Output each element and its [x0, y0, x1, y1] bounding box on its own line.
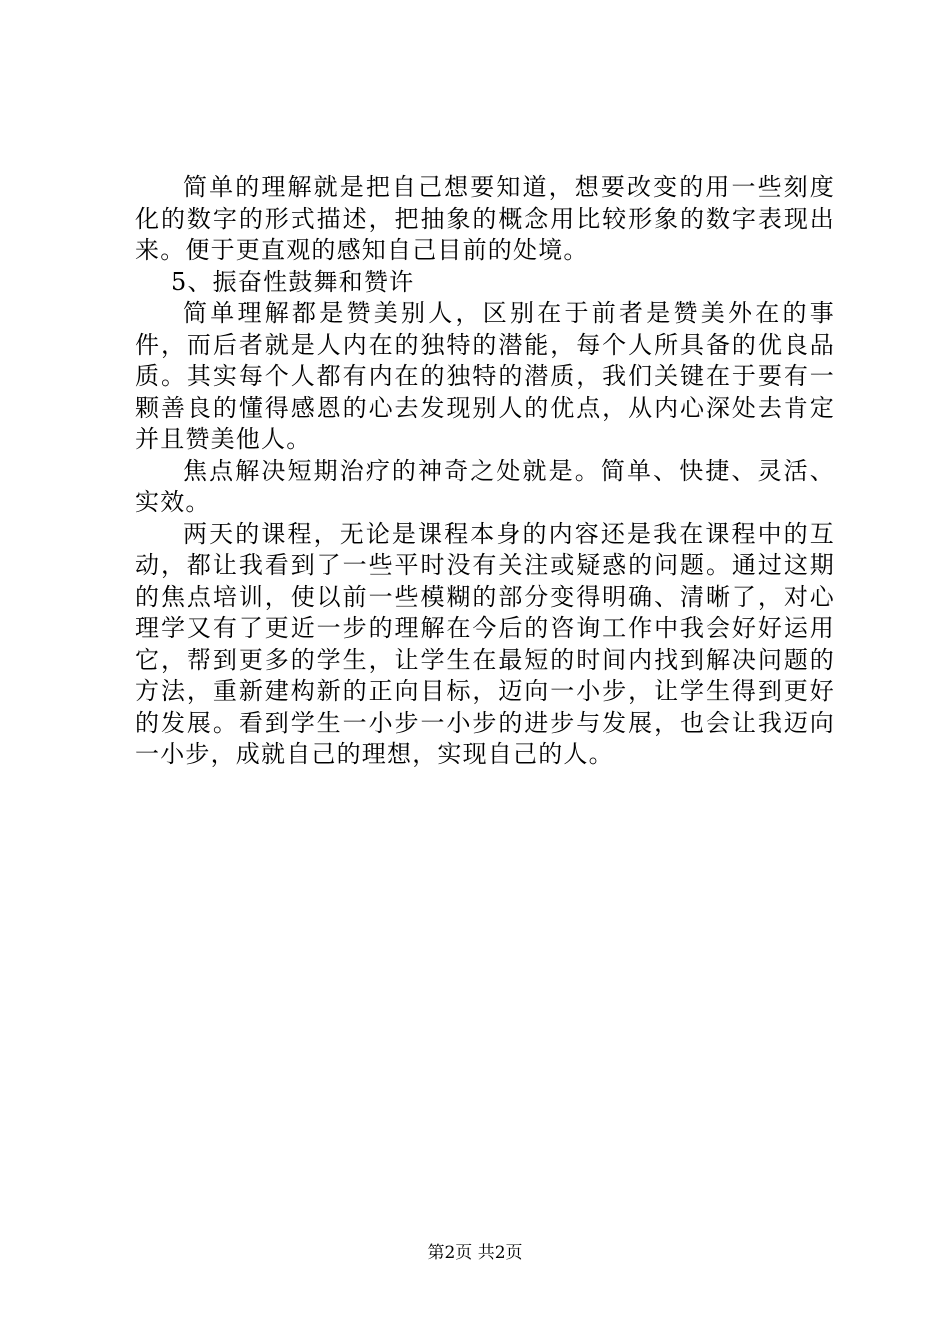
paragraph-praise: 简单理解都是赞美别人，区别在于前者是赞美外在的事件，而后者就是人内在的独特的潜能，每个人所具备的优良品质。其实每个人都有内在的独特的潜质，我们关键在于要有一颗善良的懂得感恩的心去发现别人的优点，从内心深处去肯定并且赞美他人。: [135, 299, 835, 453]
paragraph-sfbt-summary: 焦点解决短期治疗的神奇之处就是。简单、快捷、灵活、实效。: [135, 456, 835, 516]
section-heading-encouragement: 5、振奋性鼓舞和赞许: [171, 267, 415, 296]
paragraph-scaling: 简单的理解就是把自己想要知道，想要改变的用一些刻度化的数字的形式描述，把抽象的概念用比较形象的数字表现出来。便于更直观的感知自己目前的处境。: [135, 173, 835, 264]
document-body: [135, 172, 835, 771]
page-footer: 第2页 共2页: [427, 1243, 523, 1263]
paragraph-reflection: 两天的课程，无论是课程本身的内容还是我在课程中的互动，都让我看到了一些平时没有关注或疑惑的问题。通过这期的焦点培训，使以前一些模糊的部分变得明确、清晰了，对心理学又有了更近一步的理解在今后的咨询工作中我会好好运用它，帮到更多的学生，让学生在最短的时间内找到解决问题的方法，重新建构新的正向目标，迈向一小步，让学生得到更好的发展。看到学生一小步一小步的进步与发展，也会让我迈向一小步，成就自己的理想，实现自己的人。: [135, 519, 835, 768]
